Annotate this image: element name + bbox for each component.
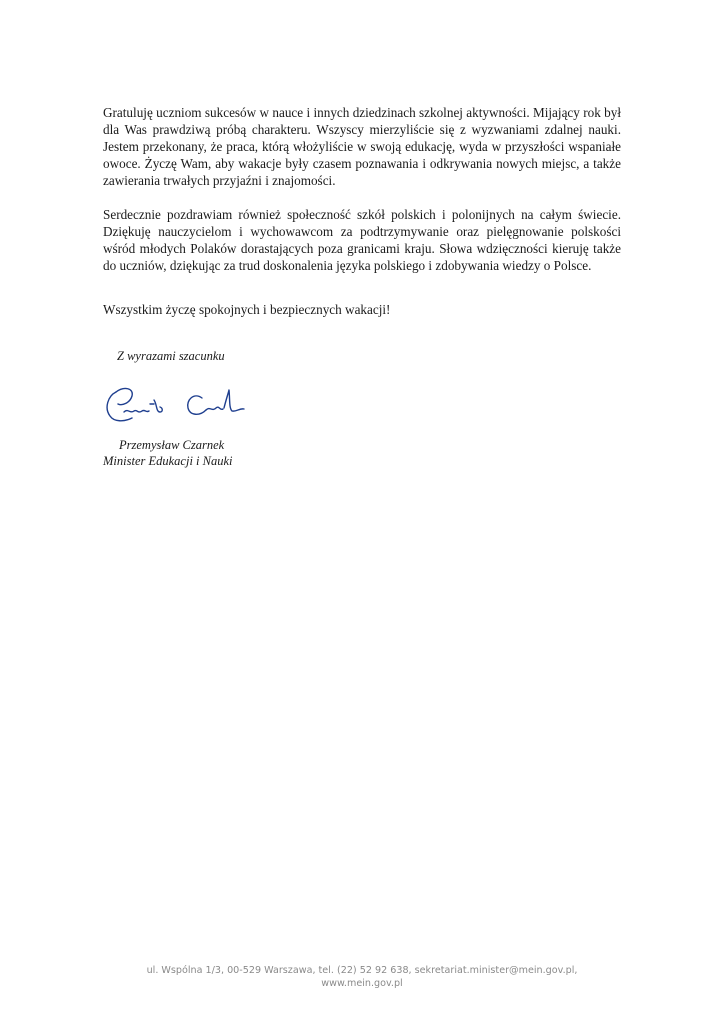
letter-paragraph-1: Gratuluję uczniom sukcesów w nauce i innych dziedzinach szkolnej aktywności. Mijający rok był dla Was prawdziwą próbą charakteru. Wszyscy mierzyliście się z wyzwaniami zdalnej nauki. Jestem przekonany, że praca, którą włożyliście w swoją edukację, wyda w przyszłości wspaniałe owoce. Życzę Wam, aby wakacje były czasem poznawania i odkrywania nowych miejsc, a także zawierania trwałych przyjaźni i znajomości.: [103, 105, 621, 188]
handwritten-signature-icon: [102, 378, 252, 428]
signer-name: Przemysław Czarnek: [119, 438, 225, 452]
letter-paragraph-2: Serdecznie pozdrawiam również społeczność szkół polskich i polonijnych na całym świecie. Dziękuję nauczycielom i wychowawcom za podtrzymywanie oraz pielęgnowanie polskości wśród młodych Polaków dorastających poza granicami kraju. Słowa wdzięczności kieruję także do uczniów, dziękując za trud doskonalenia języka polskiego i zdobywania wiedzy o Polsce.: [103, 207, 621, 273]
footer-address: ul. Wspólna 1/3, 00-529 Warszawa, tel. (22) 52 92 638, sekretariat.minister@mein.gov.pl,: [146, 965, 578, 976]
letter-paragraph-3: Wszystkim życzę spokojnych i bezpiecznych wakacji!: [103, 302, 391, 317]
footer-website-link[interactable]: www.mein.gov.pl: [321, 978, 403, 989]
signer-title: Minister Edukacji i Nauki: [103, 454, 233, 468]
closing-phrase: Z wyrazami szacunku: [117, 349, 225, 363]
